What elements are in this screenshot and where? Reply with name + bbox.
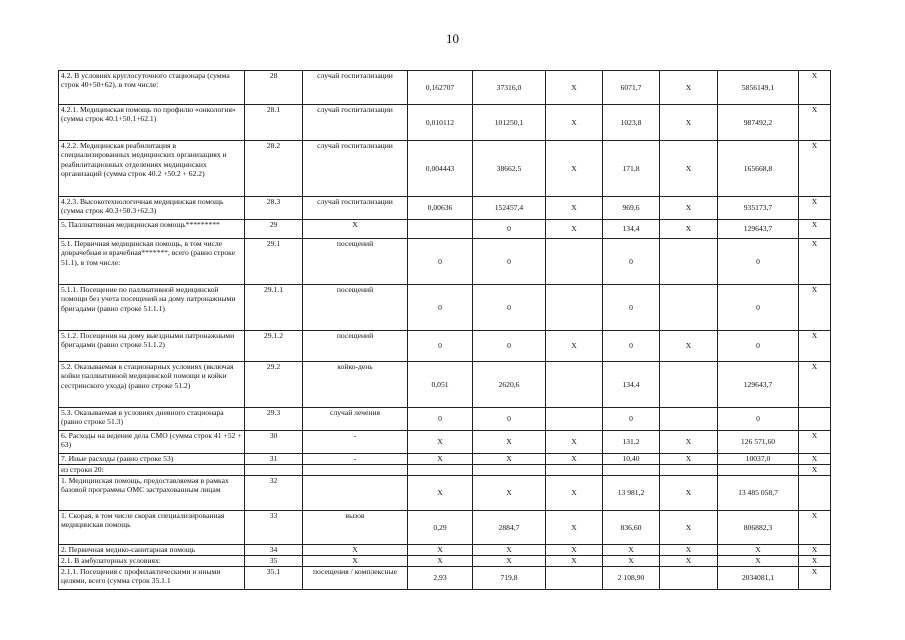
cell-total: 2034081,1 (718, 567, 799, 590)
cell-total: 987492,2 (718, 105, 799, 141)
cell-per-capita: 131,2 (603, 431, 660, 454)
cell-col6: X (546, 331, 603, 362)
cell-cost: 0 (473, 331, 546, 362)
cell-col8: X (660, 556, 718, 567)
cell-cost: X (473, 454, 546, 465)
cell-cost: 2620,6 (473, 362, 546, 408)
cell-col8: X (660, 105, 718, 141)
cell-col8 (660, 285, 718, 331)
cell-cost: X (473, 431, 546, 454)
cell-standard: 0,010112 (408, 105, 473, 141)
row-code: 28.2 (245, 141, 303, 197)
row-description: 1. Скорая, в том числе скорая специализированная медицинская помощь (59, 511, 245, 545)
cell-total: 935173,7 (718, 197, 799, 220)
cell-standard: X (408, 431, 473, 454)
table-row (59, 431, 831, 454)
cell-col10: X (799, 431, 831, 454)
cell-standard: 0 (408, 285, 473, 331)
cell-cost: 38662,5 (473, 141, 546, 197)
cell-col6 (546, 362, 603, 408)
row-description: 5.3. Оказываемая в условиях дневного стационара (равно строке 51.3) (59, 408, 245, 431)
row-description: 4.2.3. Высокотехнологичная медицинская помощь (сумма строк 40.3+50.3+62.3) (59, 197, 245, 220)
cell-total: 0 (718, 285, 799, 331)
cell-col8: X (660, 545, 718, 556)
table-row (59, 141, 831, 197)
row-code (245, 465, 303, 476)
row-code: 28.3 (245, 197, 303, 220)
cell-per-capita: 0 (603, 408, 660, 431)
cell-col10: X (799, 511, 831, 545)
cell-col6: X (546, 476, 603, 511)
cell-standard: X (408, 545, 473, 556)
cell-per-capita: 134,4 (603, 362, 660, 408)
cell-cost: X (473, 545, 546, 556)
cell-col6: X (546, 141, 603, 197)
cell-total: 0 (718, 331, 799, 362)
cell-per-capita: 836,60 (603, 511, 660, 545)
row-description: 7. Иные расходы (равно строке 53) (59, 454, 245, 465)
cell-total: 5856149,1 (718, 71, 799, 105)
cell-total: 10037,0 (718, 454, 799, 465)
cell-col6: X (546, 71, 603, 105)
row-unit: - (303, 431, 408, 454)
cell-standard: 0,162707 (408, 71, 473, 105)
cell-cost: 0 (473, 239, 546, 285)
cell-standard: 0,051 (408, 362, 473, 408)
cell-per-capita: 0 (603, 285, 660, 331)
row-description: 1. Медицинская помощь, предоставляемая в рамках базовой программы ОМС застрахованным лицам (59, 476, 245, 511)
table-row (59, 567, 831, 590)
cell-col10: X (799, 556, 831, 567)
cell-col8 (660, 239, 718, 285)
cell-col10: X (799, 141, 831, 197)
table-row (59, 465, 831, 476)
table-row (59, 285, 831, 331)
row-code: 34 (245, 545, 303, 556)
cell-cost: 101250,1 (473, 105, 546, 141)
cell-col6: X (546, 220, 603, 239)
cell-col6: X (546, 454, 603, 465)
table-row (59, 556, 831, 567)
cell-col10: X (799, 285, 831, 331)
cell-col6: X (546, 556, 603, 567)
table-row (59, 454, 831, 465)
cell-col8: X (660, 476, 718, 511)
row-code: 29.1 (245, 239, 303, 285)
cell-per-capita: 969,6 (603, 197, 660, 220)
cell-per-capita: X (603, 545, 660, 556)
row-code: 35 (245, 556, 303, 567)
cell-standard: 0,29 (408, 511, 473, 545)
row-unit (303, 476, 408, 511)
row-code: 28.1 (245, 105, 303, 141)
cell-col6: X (546, 431, 603, 454)
row-description: 5.1. Первичная медицинская помощь, в том числе доврачебная и врачебная*******, всего (равно строке 51.1), в том числе: (59, 239, 245, 285)
cell-total: 0 (718, 239, 799, 285)
row-description: 5. Паллиативная медицинская помощь********* (59, 220, 245, 239)
cell-col6: X (546, 511, 603, 545)
table-row (59, 331, 831, 362)
cell-col6 (546, 239, 603, 285)
cell-col8: X (660, 511, 718, 545)
cell-col6 (546, 567, 603, 590)
row-unit: вызов (303, 511, 408, 545)
row-description: 2. Первичная медико-санитарная помощь (59, 545, 245, 556)
row-unit: посещений (303, 331, 408, 362)
cell-col8: X (660, 220, 718, 239)
row-description: 5.2. Оказываемая в стационарных условиях (включая койки паллиативной медицинской помощи и койки сестринского ухода) (равно строке 51.2) (59, 362, 245, 408)
cell-col6 (546, 408, 603, 431)
cell-col10: X (799, 454, 831, 465)
row-unit: случай госпитализации (303, 71, 408, 105)
row-unit: посещения / комплексные (303, 567, 408, 590)
cell-col8: X (660, 431, 718, 454)
cell-total: 806882,3 (718, 511, 799, 545)
cell-total: X (718, 556, 799, 567)
cell-standard: 0 (408, 239, 473, 285)
row-unit: посещений (303, 239, 408, 285)
cell-col6 (546, 465, 603, 476)
table-row (59, 220, 831, 239)
cell-col8 (660, 567, 718, 590)
row-code: 29.3 (245, 408, 303, 431)
cell-standard: 0 (408, 331, 473, 362)
row-code: 33 (245, 511, 303, 545)
cell-col10: X (799, 197, 831, 220)
cell-total: 129643,7 (718, 220, 799, 239)
cell-cost: 37316,0 (473, 71, 546, 105)
cell-col10: X (799, 362, 831, 408)
cell-total: 165668,8 (718, 141, 799, 197)
cell-col8: X (660, 197, 718, 220)
cell-col6: X (546, 545, 603, 556)
row-unit: случай госпитализации (303, 197, 408, 220)
cell-total: X (718, 545, 799, 556)
row-unit (303, 465, 408, 476)
row-description: 5.1.2. Посещения на дому выездными патронажными бригадами (равно строке 51.1.2) (59, 331, 245, 362)
row-code: 28 (245, 71, 303, 105)
table-row (59, 197, 831, 220)
table-row (59, 239, 831, 285)
cell-cost: 152457,4 (473, 197, 546, 220)
cell-col10: X (799, 220, 831, 239)
row-description: 4.2. В условиях круглосуточного стационара (сумма строк 40+50+62), в том числе: (59, 71, 245, 105)
cell-col10: X (799, 465, 831, 476)
row-description: 4.2.1. Медицинская помощь по профилю «онкология» (сумма строк 40.1+50.1+62.1) (59, 105, 245, 141)
cell-cost: 719,8 (473, 567, 546, 590)
row-code: 31 (245, 454, 303, 465)
cell-col6: X (546, 197, 603, 220)
row-unit: X (303, 556, 408, 567)
row-description: из строки 20: (59, 465, 245, 476)
cell-col8: X (660, 331, 718, 362)
cell-col10: X (799, 105, 831, 141)
cell-cost: 0 (473, 220, 546, 239)
cell-standard: X (408, 454, 473, 465)
cell-col8 (660, 362, 718, 408)
table-row (59, 105, 831, 141)
row-description: 2.1.1. Посещения с профилактическими и иными целями, всего (сумма строк 35.1.1 (59, 567, 245, 590)
cell-per-capita: 6071,7 (603, 71, 660, 105)
cell-standard (408, 465, 473, 476)
table-row (59, 362, 831, 408)
cell-col10: X (799, 71, 831, 105)
row-unit: X (303, 545, 408, 556)
cell-col10: X (799, 239, 831, 285)
cell-per-capita (603, 465, 660, 476)
cell-cost: X (473, 556, 546, 567)
cell-standard: X (408, 556, 473, 567)
cell-cost: X (473, 476, 546, 511)
cell-standard: 2,93 (408, 567, 473, 590)
cell-cost: 0 (473, 408, 546, 431)
cell-cost: 2884,7 (473, 511, 546, 545)
cell-col6 (546, 285, 603, 331)
page-number: 10 (446, 31, 459, 46)
cell-per-capita: 2 108,90 (603, 567, 660, 590)
cell-col8: X (660, 141, 718, 197)
cell-standard: 0,00636 (408, 197, 473, 220)
row-unit: случай госпитализации (303, 105, 408, 141)
row-code: 29 (245, 220, 303, 239)
cell-col10: X (799, 331, 831, 362)
cell-col8: X (660, 71, 718, 105)
row-unit: койко-день (303, 362, 408, 408)
row-code: 30 (245, 431, 303, 454)
cell-per-capita: 0 (603, 331, 660, 362)
row-description: 5.1.1. Посещение по паллиативной медицинской помощи без учета посещений на дому патронажными бригадами (равно строке 51.1.1) (59, 285, 245, 331)
cell-standard (408, 220, 473, 239)
row-code: 32 (245, 476, 303, 511)
row-description: 2.1. В амбулаторных условиях: (59, 556, 245, 567)
table-row (59, 71, 831, 105)
row-unit: посещений (303, 285, 408, 331)
row-unit: X (303, 220, 408, 239)
cell-total (718, 465, 799, 476)
row-code: 29.1.1 (245, 285, 303, 331)
cell-col8: X (660, 454, 718, 465)
cell-standard: 0,004443 (408, 141, 473, 197)
row-unit: - (303, 454, 408, 465)
cell-col10: X (799, 567, 831, 590)
row-description: 6. Расходы на ведение дела СМО (сумма строк 41 +52 + 63) (59, 431, 245, 454)
row-code: 29.2 (245, 362, 303, 408)
cell-total: 126 571,60 (718, 431, 799, 454)
row-unit: случай госпитализации (303, 141, 408, 197)
cell-per-capita: 1023,8 (603, 105, 660, 141)
row-description: 4.2.2. Медицинская реабилитация в специализированных медицинских организациях и реабилитационных отделениях медицинских организаций (сумма строк 40.2 +50.2 + 62.2) (59, 141, 245, 197)
cell-standard: X (408, 476, 473, 511)
table-body (59, 71, 831, 590)
cell-col8 (660, 465, 718, 476)
cell-col10 (799, 476, 831, 511)
row-code: 29.1.2 (245, 331, 303, 362)
table-row (59, 545, 831, 556)
cell-col8 (660, 408, 718, 431)
cell-total: 13 485 058,7 (718, 476, 799, 511)
cell-per-capita: X (603, 556, 660, 567)
row-unit: случай лечения (303, 408, 408, 431)
cell-per-capita: 10,40 (603, 454, 660, 465)
cell-cost (473, 465, 546, 476)
tariff-table (58, 70, 831, 590)
cell-standard: 0 (408, 408, 473, 431)
cell-per-capita: 13 981,2 (603, 476, 660, 511)
cell-col10: X (799, 545, 831, 556)
table-row (59, 511, 831, 545)
cell-col6: X (546, 105, 603, 141)
table-row (59, 408, 831, 431)
cell-cost: 0 (473, 285, 546, 331)
cell-per-capita: 171,8 (603, 141, 660, 197)
cell-total: 0 (718, 408, 799, 431)
table-row (59, 476, 831, 511)
cell-total: 129643,7 (718, 362, 799, 408)
row-code: 35.1 (245, 567, 303, 590)
cell-per-capita: 134,4 (603, 220, 660, 239)
cell-per-capita: 0 (603, 239, 660, 285)
cell-col10 (799, 408, 831, 431)
